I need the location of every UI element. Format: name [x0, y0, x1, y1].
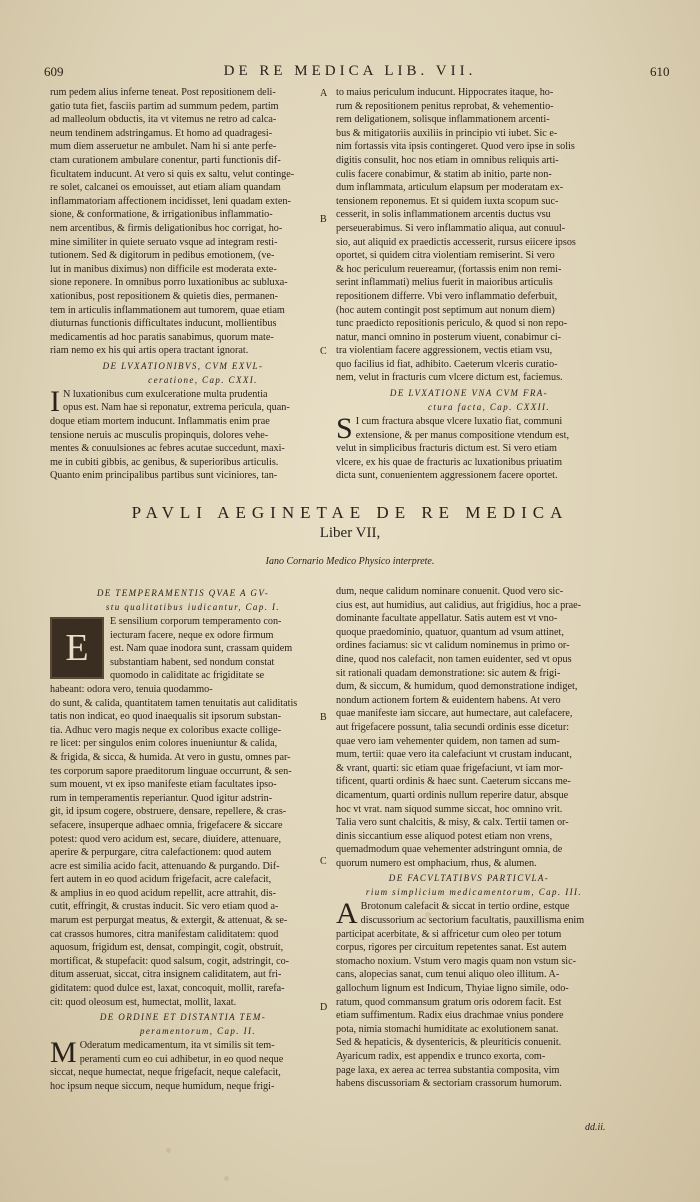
margin-letter: D: [320, 1002, 328, 1013]
text-line: habeant: odora vero, tenuia quodammo-: [50, 683, 213, 695]
text-line: do sunt, & calida, quantitatem tamen tenuitatis aut caliditatis: [50, 697, 298, 709]
text-line: me in cubiti gibbis, ac genibus, & superioribus articulis.: [50, 456, 279, 468]
section-title-cap-2: DE ORDINE ET DISTANTIA TEM-: [99, 1012, 267, 1023]
text-line: iecturam facere, neque ex odore firmum: [110, 629, 274, 641]
running-title: DE RE MEDICA LIB. VII.: [223, 63, 477, 79]
text-line: etiam suffimentum. Radix eius drachmae vnius pondere: [336, 1010, 564, 1022]
text-line: re solet, calcanei os emouisset, aut etiam aliam quandam: [50, 182, 281, 194]
text-line: quomodo in caliditate ac frigiditate se: [110, 670, 265, 682]
text-line: gallochum lignum est Indicum, Thyiae ligno simile, odo-: [336, 983, 569, 995]
text-line: acre est similia acido facit, attenuando & purgando. Dif-: [50, 860, 280, 872]
text-line: mum diem asseruetur ne ambulet. Nam hi si ante perfe-: [50, 141, 277, 153]
text-line: dine, quod nos calefacit, non tamen euidenter, sed vt opus: [336, 653, 572, 665]
text-line: gatio tuta fiet, fasciis partim ad summum pedem, partim: [50, 100, 279, 112]
text-line: & frigida, & sicca, & humida. At vero in gustu, omnes par-: [50, 751, 291, 763]
text-line: perseuerabimus. Si vero inflammatio aliqua, aut conuul-: [336, 222, 566, 234]
book-title: PAVLI AEGINETAE DE RE MEDICA: [131, 503, 569, 522]
text-line: neum tendinem adstringamus. Et homo ad quadragesi-: [50, 127, 273, 139]
text-line: dicamentum, quarti ordinis nullum reperire datur, absque: [336, 789, 569, 801]
text-line: mum, tertii: quae vero ita calefaciunt vt crustam inducant,: [336, 749, 572, 761]
text-line: sione reponere. In omnibus porro luxationibus ac subluxa-: [50, 277, 288, 289]
text-line: Ayaricum radix, est appendix e trunco exorta, com-: [336, 1051, 546, 1062]
text-line: cat crassos humores, citra manifestam caliditatem: quod: [50, 928, 279, 940]
text-line: aquosum, frigidum est, densat, compingit, cogit, obstruit,: [50, 942, 284, 954]
text-line: dum inflammata, articulum elapsum per moderatam ex-: [336, 182, 564, 194]
ornate-initial: E: [50, 617, 104, 679]
text-line: corpus, rigores per circuitum repetentes sanat. Est autem: [336, 942, 567, 954]
text-line: rum pedem alius inferne teneat. Post repositionem deli-: [50, 87, 276, 98]
text-line: sefacere, insuperque adhaec omnia, frigefacere & siccare: [50, 819, 283, 831]
page-number-right: 610: [650, 64, 670, 79]
text-line: dinis siccantium esse aliquod potest etiam non vrens,: [336, 830, 553, 842]
text-line: mentes & conuulsiones ac febres acutae succedunt, maxi-: [50, 443, 285, 455]
text-line: dum, & siccum, & humidum, quod demonstratione indiget,: [336, 681, 578, 693]
text-line: doque etiam mortem inducunt. Inflammatis enim prae: [50, 416, 270, 428]
text-line: hoc vt vrat. nam siquod summe siccat, hoc omnino vrit.: [336, 803, 563, 815]
text-line: quorum numero est omphacium, rhus, & alumen.: [336, 857, 537, 869]
text-line: serint inflammati) melius fuerit in maioribus articulis: [336, 277, 553, 289]
section-title-cap-121: DE LVXATIONIBVS, CVM EXVL-: [102, 360, 264, 371]
text-line: page laxa, ex aerea ac terrea substantia composita, vim: [336, 1064, 560, 1076]
text-line: dominante facultate appellatur. Satis autem est vt vno-: [336, 613, 558, 625]
text-line: sio, aut aliquid ex praedictis accesserit, rursus eiicere ipsos: [336, 236, 576, 248]
dropcap-M: M: [50, 1036, 77, 1070]
text-line: to maius periculum inducunt. Hippocrates itaque, ho-: [336, 87, 554, 98]
translator-line: Iano Cornario Medico Physico interprete.: [265, 556, 435, 567]
top-right-body: [336, 86, 602, 385]
text-line: potest: quod vero acidum est, secare, diuidere, attenuare,: [50, 833, 282, 845]
section-subtitle-cap-1: stu qualitatibus iudicantur, Cap. I.: [105, 602, 281, 612]
text-line: Oderatum medicamentum, ita vt similis sit tem-: [79, 1040, 275, 1052]
text-line: re licet: per singulos enim colores inueniuntur & calida,: [50, 738, 278, 750]
text-line: & hoc periculum reuereamur, (fortassis enim non remi-: [336, 263, 562, 275]
text-line: hoc ipsum neque siccum, neque humidum, neque frigi-: [50, 1081, 275, 1092]
text-line: cutit, effringit, & crustas inducit. Sic vero etiam quod a-: [50, 901, 279, 913]
text-line: nem, velut in fracturis cum vlcere dictum est, faciemus.: [336, 372, 563, 384]
text-line: & vrant, quarti: sic etiam quae frigefaciunt, vt iam mor-: [336, 762, 563, 774]
text-line: nem arcentibus, & firmis deligationibus hoc corrigat, ho-: [50, 222, 283, 234]
text-line: natur, manci omnino in posterum viuent, conabimur ci-: [336, 331, 562, 343]
text-line: sit rationali quadam demonstratione: sic autem & frigi-: [336, 667, 561, 679]
text-line: mortificat, & stupefacit: quod salsum, cogit, adstringit, co-: [50, 955, 290, 967]
text-line: ditum asseruat, siccat, citra insignem caliditatem, aut fri-: [50, 969, 282, 981]
text-line: culis facere conabimur, & statim ab initio, parte non-: [336, 168, 552, 180]
text-line: git, id ipsum cogere, obstruere, densare, repellere, & cras-: [50, 806, 287, 818]
text-line: giditatem: quod dulce est, laxat, concoquit, mollit, rarefa-: [50, 983, 285, 995]
text-line: participat acerbitate, & si affricetur cum oleo per totum: [336, 928, 562, 940]
margin-letter: B: [320, 712, 327, 723]
bottom-right-body: [336, 585, 602, 870]
text-line: digitis consulit, hoc nos etiam in omnibus reliquis arti-: [336, 154, 559, 166]
section-subtitle-cap-122: ctura facta, Cap. CXXII.: [427, 402, 551, 413]
text-line: repositionem differre. Vbi vero inflammatio deferbuit,: [336, 290, 558, 302]
text-line: velut in simplicibus fracturis dictum est. Si vero etiam: [336, 443, 557, 455]
section-subtitle-cap-3: rium simplicium medicamentorum, Cap. III.: [365, 887, 583, 898]
text-line: & amplius in eo quod acidum repellit, acre attrahit, dis-: [50, 887, 277, 899]
text-line: Brotonum calefacit & siccat in tertio ordine, estque: [360, 901, 570, 913]
text-line: rum in temperamentis reperiantur. Quod igitur adstrin-: [50, 792, 273, 804]
text-line: xationibus, post repositionem & quietis dies, permanen-: [50, 290, 279, 302]
dropcap-S: S: [336, 412, 353, 446]
text-line: E sensilium corporum temperamento con-: [110, 616, 282, 627]
top-left-column: [50, 86, 316, 483]
text-line: tem in articulis inflammationem aut tumorem, quae etiam: [50, 304, 285, 316]
text-line: I cum fractura absque vlcere luxatio fiat, communi: [355, 416, 563, 428]
text-line: ad malleolum obductis, ita vt vitemus ne retro ad calca-: [50, 114, 277, 126]
text-line: medicamentis ad hoc paratis sanabimus, quorum mate-: [50, 331, 274, 343]
text-line: nim fortassis vita ipsis contingeret. Quod vero ipse in solis: [336, 141, 575, 153]
text-line: fert autem in eo quod acidum frigefacit, acre calefacit,: [50, 874, 272, 886]
text-line: rem deligationem, solisque inflammationem arcenti-: [336, 114, 550, 126]
text-line: habens discussoriam & sectoriam crassorum humorum.: [336, 1078, 562, 1090]
text-line: (hoc autem contingit post septimum aut nonum diem): [336, 304, 555, 316]
dropcap-I: I: [50, 384, 60, 418]
text-line: cans, alopecias sanat, cum tenui aliquo oleo illitum. A-: [336, 969, 560, 981]
text-line: quae vero iam vehementer quidem, non tamen ad sum-: [336, 735, 560, 747]
text-line: nondum actionem fortem & euidentem habens. At vero: [336, 694, 561, 706]
section-title-cap-122: DE LVXATIONE VNA CVM FRA-: [389, 388, 549, 399]
margin-letter: C: [320, 346, 327, 357]
book-liber: Liber VII,: [319, 525, 381, 541]
text-line: cius est, aut humidius, aut calidius, aut frigidius, hoc a prae-: [336, 599, 582, 611]
section-title-cap-3: DE FACVLTATIBVS PARTICVLA-: [388, 873, 550, 884]
text-line: ordines faciamus: sic vt calidum nominemus in primo or-: [336, 640, 570, 652]
section-subtitle-cap-121: ceratione, Cap. CXXI.: [148, 374, 258, 385]
text-line: dum, neque calidum nominare conuenit. Quod vero sic-: [336, 586, 564, 597]
text-line: opus est. Nam hae si reponatur, extrema pericula, quan-: [63, 402, 290, 414]
text-line: Quanto enim principalibus partibus sunt viciniores, tan-: [50, 470, 278, 482]
text-line: oportet, si quidem citra violentiam remiserint. Si vero: [336, 250, 555, 262]
page-number-left: 609: [44, 64, 64, 79]
text-line: diuturnas functionis difficultates inducunt, mollientibus: [50, 318, 277, 330]
dropcap-A: A: [336, 897, 358, 931]
text-line: quoque praedominio, quatuor, quantum ad vsum attinet,: [336, 626, 564, 638]
text-line: tificent, quarti ordinis & haec sunt. Caeterum siccans me-: [336, 776, 571, 788]
text-line: ratum, quod commansum gratum oris odorem facit. Est: [336, 996, 562, 1008]
section-body-cap-3: [336, 897, 602, 1090]
text-line: cesserit, in solis inflammationem arcentis ductus vsu: [336, 209, 551, 221]
text-line: lut in manibus diximus) non difficile est moderata exte-: [50, 263, 277, 275]
text-line: dicta sunt, conuenientem aggressionem facere oportet.: [336, 470, 558, 482]
text-line: Talia vero sunt chalcitis, & misy, & calx. Tertii tamen or-: [336, 817, 569, 829]
text-line: tatis non indicat, eo quod inaequalis sit ipsorum substan-: [50, 711, 282, 723]
text-line: sum mouent, vt ex ipso manifeste etiam facultates ipso-: [50, 779, 277, 791]
text-line: riam nemo ex his qui artis opera tractant ignorat.: [50, 345, 249, 357]
text-line: vlcere, ex his quae de fracturis ac luxationibus priuatim: [336, 456, 563, 468]
margin-letter: A: [320, 88, 328, 99]
top-right-column: [336, 86, 602, 483]
text-line: substantiam habent, sed nondum constat: [110, 656, 275, 668]
text-line: peramenti cum eo cui adhibetur, in eo quod neque: [79, 1053, 284, 1065]
text-line: N luxationibus cum exulceratione multa prudentia: [63, 388, 268, 400]
text-line: mine similiter in quiete seruato vsque ad integram resti-: [50, 236, 278, 248]
bottom-left-column: [50, 585, 316, 1094]
bottom-right-column: [336, 585, 602, 1091]
text-line: Sed & hepaticis, & dysentericis, & pleuriticis conuenit.: [336, 1037, 562, 1049]
section-body-cap-121: [50, 384, 316, 483]
text-line: aperire & perpurgare, citra calefactionem: quod autem: [50, 847, 272, 859]
text-line: siccat, neque humectat, neque frigefacit, neque calefacit,: [50, 1067, 281, 1079]
text-line: bus & mitigatoriis auxiliis in principio vti iubet. Sic e-: [336, 127, 558, 139]
text-line: tes corporum sapore praeditorum linguae occurrunt, & sen-: [50, 765, 292, 777]
text-line: tensionem reponemus. Et si quidem iuxta scopum suc-: [336, 195, 559, 207]
section-body-cap-2: [50, 1036, 316, 1093]
text-line: tutionem. Sed & digitorum in pedibus emotionem, (ve-: [50, 250, 275, 262]
text-line: stomacho noxium. Vstum vero magis quam non vstum sic-: [336, 955, 577, 967]
text-line: tra violentiam facere aggressionem, vectis etiam vsu,: [336, 345, 553, 357]
text-line: est. Nam quae inodora sunt, crassam quidem: [110, 643, 293, 655]
text-line: extensione, & per manus compositione vtendum est,: [355, 429, 570, 441]
text-line: quo facilius id fiat, adhibito. Caeterum vlceris curatio-: [336, 358, 558, 370]
text-line: cit: quod oleosum est, humectat, mollit, laxat.: [50, 996, 237, 1008]
section-title-cap-1: DE TEMPERAMENTIS QVAE A GV-: [96, 588, 270, 598]
text-line: inflammatoriam affectionem incidisset, leni quadam exten-: [50, 195, 291, 207]
margin-letter: B: [320, 214, 327, 225]
text-line: marum est perpurgat meatus, & extergit, & attenuat, & se-: [50, 915, 288, 927]
text-line: pota, nimia stomachi humiditate ac exolutionem sanat.: [336, 1023, 559, 1035]
section-body-cap-122: [336, 412, 602, 483]
text-line: ctam curationem ambulare conentur, parti functionis dif-: [50, 154, 281, 166]
text-line: rum & repositionem penitus reprobat, & vehementio-: [336, 100, 554, 112]
signature-mark: dd.ii.: [585, 1122, 606, 1133]
text-line: sione, & conformatione, & irrigationibus inflammatio-: [50, 209, 273, 221]
text-line: ficultatem inducunt. At vero si quis ex saltu, velut continge-: [50, 168, 295, 180]
text-line: quae manifeste iam siccare, aut humectare, aut calefacere,: [336, 708, 573, 720]
text-line: quemadmodum quae vehementer adstringunt omnia, de: [336, 844, 563, 856]
text-line: tunc praedicto repositionis periculo, & quod si non repo-: [336, 318, 568, 330]
text-line: aut frigefacere possunt, talia secundi ordinis esse dicetur:: [336, 721, 570, 733]
top-left-body: [50, 86, 316, 358]
text-line: tensione neruis ac musculis propinquis, dolores vehe-: [50, 429, 269, 441]
text-line: discussorium ac sectorium facultatis, pauxillisma enim: [360, 915, 585, 927]
section-subtitle-cap-2: peramentorum, Cap. II.: [139, 1026, 257, 1037]
margin-letter: C: [320, 856, 327, 867]
text-line: tia. Adhuc vero magis neque ex coloribus exacte collige-: [50, 724, 282, 736]
